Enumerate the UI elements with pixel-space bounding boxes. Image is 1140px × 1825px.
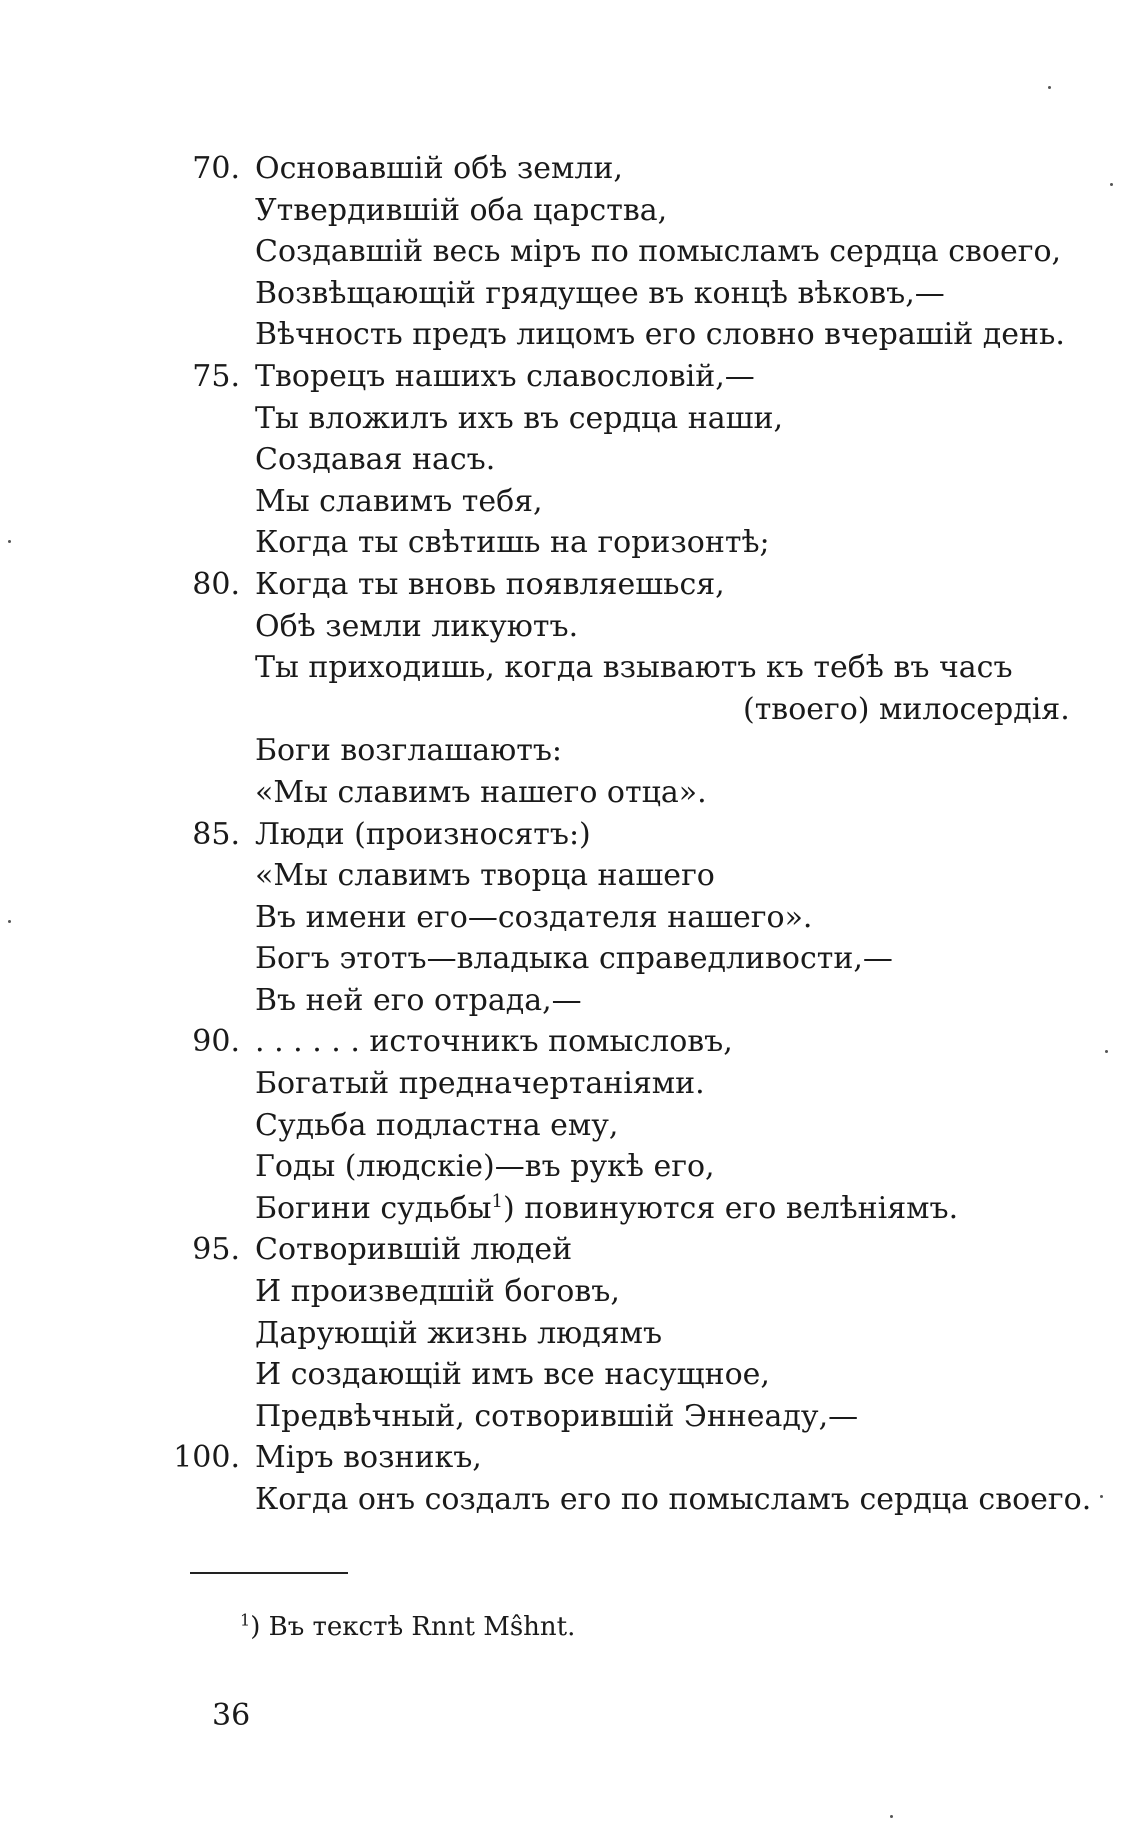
verse-line bbox=[0, 1021, 1140, 1063]
line-number: 90. bbox=[192, 1024, 240, 1060]
verse-text: Когда ты вновь появляешься, bbox=[255, 566, 725, 602]
verse-line bbox=[0, 273, 1140, 315]
line-number: 80. bbox=[192, 566, 240, 602]
verse-text: Въ имени его—создателя нашего». bbox=[255, 899, 813, 935]
footnote-text: ) Въ текстѣ Rnnt Mŝhnt. bbox=[250, 1612, 576, 1642]
verse-text: Когда ты свѣтишь на горизонтѣ; bbox=[255, 525, 770, 561]
verse-text: Вѣчность предъ лицомъ его словно вчерашій день. bbox=[255, 317, 1065, 353]
verse-text-with-footnote bbox=[255, 1188, 958, 1230]
verse-line bbox=[0, 647, 1140, 689]
verse-line bbox=[0, 1479, 1140, 1521]
scan-speck bbox=[1048, 86, 1051, 89]
verse-line bbox=[0, 730, 1140, 772]
verse-text: Создавая насъ. bbox=[255, 442, 496, 478]
verse-line bbox=[0, 1146, 1140, 1188]
verse-line bbox=[0, 606, 1140, 648]
footnote-marker: 1 bbox=[240, 1610, 251, 1630]
verse-line bbox=[0, 314, 1140, 356]
scan-speck bbox=[8, 540, 11, 543]
scan-speck bbox=[1100, 1495, 1103, 1498]
verse-line bbox=[0, 855, 1140, 897]
verse-text-part: Богини судьбы bbox=[255, 1190, 492, 1226]
verse-text: Основавшій обѣ земли, bbox=[255, 151, 623, 186]
verse-text: Возвѣщающій грядущее въ концѣ вѣковъ,— bbox=[255, 275, 945, 311]
verse-text: Дарующій жизнь людямъ bbox=[255, 1315, 663, 1351]
verse-text: «Мы славимъ творца нашего bbox=[255, 858, 715, 894]
verse-text: И создающій имъ все насущное, bbox=[255, 1357, 770, 1393]
line-number: 70. bbox=[192, 151, 240, 186]
line-number: 85. bbox=[192, 816, 240, 852]
verse-text: Создавшій весь міръ по помысламъ сердца своего, bbox=[255, 234, 1062, 270]
line-number: 95. bbox=[192, 1232, 240, 1268]
verse-text: Ты вложилъ ихъ въ сердца наши, bbox=[255, 400, 784, 436]
verse-text: Міръ возникъ, bbox=[255, 1440, 482, 1476]
verse-line bbox=[0, 148, 1140, 190]
verse-text: Предвѣчный, сотворившій Эннеаду,— bbox=[255, 1398, 859, 1434]
verse-text: Утвердившій оба царства, bbox=[255, 192, 668, 228]
verse-text: Мы славимъ тебя, bbox=[255, 483, 543, 519]
verse-line bbox=[0, 1271, 1140, 1313]
verse-text: Обѣ земли ликуютъ. bbox=[255, 608, 579, 644]
verse-text: И произведшій боговъ, bbox=[255, 1274, 620, 1310]
verse-line bbox=[0, 814, 1140, 856]
line-number: 75. bbox=[192, 358, 240, 394]
verse-text: (твоего) милосердія. bbox=[743, 691, 1070, 727]
verse-text-part: ) повинуются его велѣніямъ. bbox=[503, 1190, 959, 1226]
footnote-divider bbox=[190, 1572, 348, 1574]
verse-text: Когда онъ создалъ его по помысламъ сердца своего. bbox=[255, 1482, 1092, 1517]
verse-text: Въ ней его отрада,— bbox=[255, 982, 582, 1018]
scan-speck bbox=[8, 920, 11, 923]
verse-line bbox=[0, 190, 1140, 232]
footnote bbox=[240, 1612, 575, 1642]
verse-line bbox=[0, 1229, 1140, 1271]
line-number: 100. bbox=[173, 1440, 240, 1476]
verse-line bbox=[0, 481, 1140, 523]
verse-text: Творецъ нашихъ славословій,— bbox=[255, 358, 755, 394]
verse-line bbox=[0, 231, 1140, 273]
verse-line bbox=[0, 897, 1140, 939]
verse-line bbox=[0, 980, 1140, 1022]
verse-text: Боги возглашаютъ: bbox=[255, 733, 563, 769]
verse-line bbox=[0, 938, 1140, 980]
verse-text: «Мы славимъ нашего отца». bbox=[255, 774, 707, 810]
verse-line bbox=[0, 1188, 1140, 1230]
scan-speck bbox=[1110, 183, 1113, 186]
verse-text: Люди (произносятъ:) bbox=[255, 816, 591, 852]
scan-speck bbox=[1105, 1050, 1108, 1053]
verse-line bbox=[0, 1313, 1140, 1355]
verse-text: Судьба подластна ему, bbox=[255, 1107, 619, 1143]
verse-line bbox=[0, 564, 1140, 606]
verse-line bbox=[0, 1105, 1140, 1147]
verse-line bbox=[0, 356, 1140, 398]
verse-text: Богатый предначертаніями. bbox=[255, 1066, 705, 1102]
verse-text: . . . . . . источникъ помысловъ, bbox=[255, 1024, 733, 1060]
verse-line bbox=[0, 398, 1140, 440]
verse-text: Ты приходишь, когда взываютъ къ тебѣ въ часъ bbox=[255, 650, 1013, 686]
page-number: 36 bbox=[212, 1698, 251, 1733]
scan-speck bbox=[890, 1815, 893, 1818]
verse-line bbox=[0, 1354, 1140, 1396]
footnote-reference: 1 bbox=[491, 1190, 503, 1212]
verse-line bbox=[0, 522, 1140, 564]
verse-line bbox=[0, 1437, 1140, 1479]
verse-line bbox=[0, 1063, 1140, 1105]
verse-line bbox=[0, 1396, 1140, 1438]
verse-line bbox=[0, 439, 1140, 481]
verse-line-continuation bbox=[0, 689, 1140, 731]
verse-text: Богъ этотъ—владыка справедливости,— bbox=[255, 941, 893, 977]
verse-text: Сотворившій людей bbox=[255, 1232, 573, 1268]
verse-block bbox=[0, 148, 1140, 1521]
verse-line bbox=[0, 772, 1140, 814]
verse-text: Годы (людскіе)—въ рукѣ его, bbox=[255, 1149, 715, 1185]
